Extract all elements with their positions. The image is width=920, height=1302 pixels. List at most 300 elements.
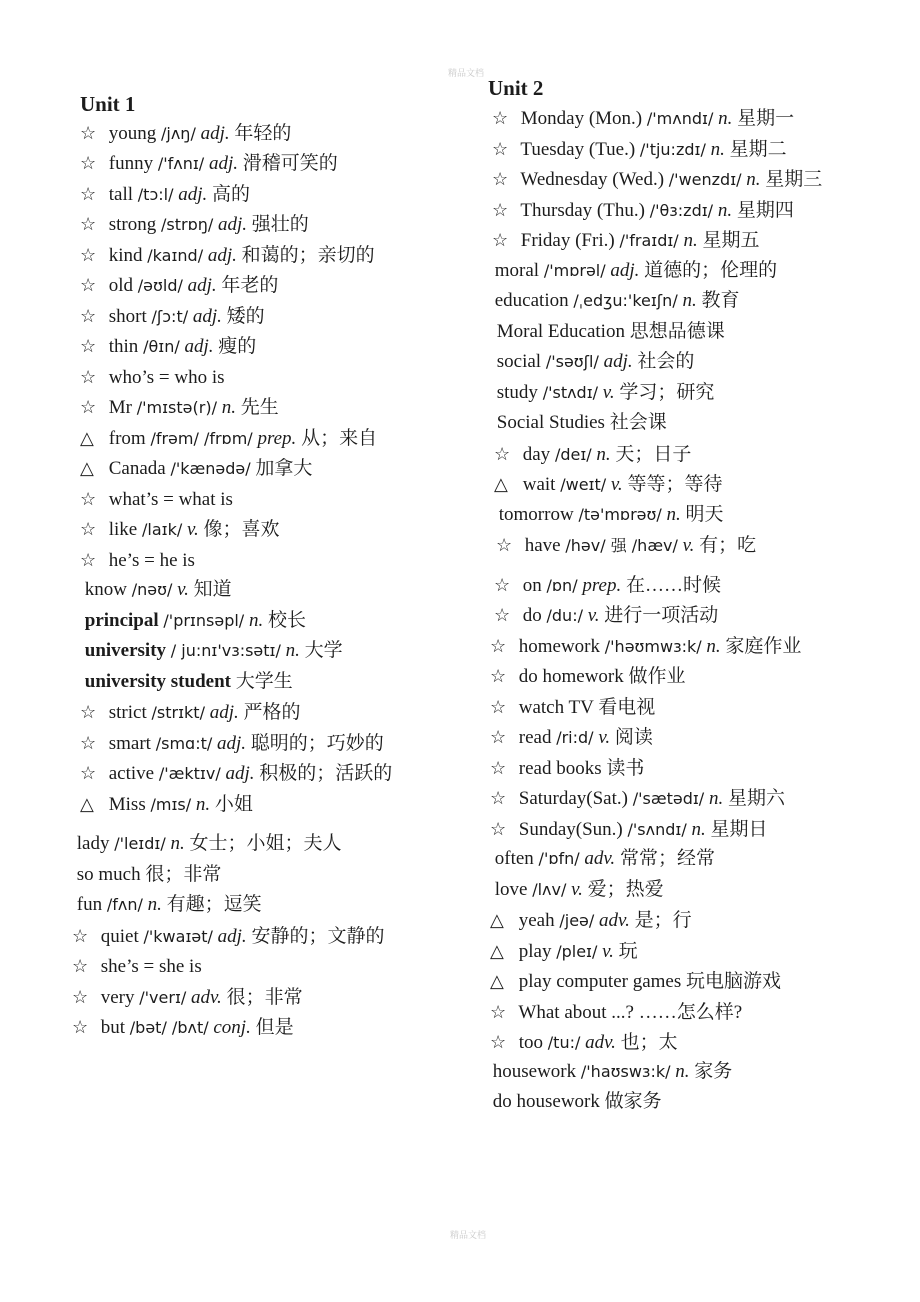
entry-phonetic: /laɪk/ xyxy=(142,520,183,539)
triangle-mark-icon: △ xyxy=(490,910,504,930)
vocab-entry xyxy=(80,578,232,602)
triangle-mark-icon: △ xyxy=(80,794,94,814)
star-mark-icon: ☆ xyxy=(492,230,509,250)
entry-part-of-speech: conj. xyxy=(213,1017,251,1038)
entry-phonetic: /'mɒrəl/ xyxy=(543,261,606,280)
entry-part-of-speech: adj. xyxy=(209,702,239,723)
entry-definition: 教育 xyxy=(701,290,740,311)
entry-phonetic: /'stʌdɪ/ xyxy=(542,383,599,402)
star-mark-icon: ☆ xyxy=(492,108,509,128)
entry-part-of-speech: n. xyxy=(666,504,681,525)
triangle-mark-icon: △ xyxy=(494,474,508,494)
entry-headword: Moral Education xyxy=(496,321,625,342)
vocab-entry xyxy=(80,426,377,451)
entry-part-of-speech: adv. xyxy=(584,848,616,869)
vocab-entry xyxy=(80,731,384,756)
entry-headword: too xyxy=(518,1032,544,1053)
vocab-entry xyxy=(490,878,664,902)
entry-phonetic: /ɒn/ xyxy=(546,576,578,595)
entry-definition: 女士；小姐；夫人 xyxy=(189,833,342,854)
entry-headword: on xyxy=(522,575,542,596)
star-mark-icon: ☆ xyxy=(490,758,507,778)
entry-definition: 强壮的 xyxy=(251,214,309,235)
entry-headword: moral xyxy=(494,260,540,281)
entry-phonetic: /'fraɪdɪ/ xyxy=(619,231,679,250)
star-mark-icon: ☆ xyxy=(490,636,507,656)
entry-definition: 读书 xyxy=(606,758,645,779)
star-mark-icon: ☆ xyxy=(72,926,89,946)
vocab-entry xyxy=(490,664,686,689)
entry-headword: university student xyxy=(84,671,231,692)
entry-headword: wait xyxy=(522,474,556,495)
entry-part-of-speech: n. xyxy=(691,819,706,840)
vocab-entry xyxy=(80,517,280,542)
entry-definition: 矮的 xyxy=(226,306,265,327)
entry-headword: do homework xyxy=(518,666,624,687)
vocab-entry xyxy=(492,350,694,374)
entry-part-of-speech: n. xyxy=(710,139,725,160)
entry-phonetic: /'mʌndɪ/ xyxy=(646,109,714,128)
vocab-entry xyxy=(490,908,692,933)
entry-part-of-speech: n. xyxy=(147,894,162,915)
entry-headword: day xyxy=(522,444,551,465)
entry-headword: funny xyxy=(108,153,154,174)
vocab-entry xyxy=(488,1090,662,1114)
entry-phonetic: /'kænədə/ xyxy=(170,459,251,478)
entry-definition: 社会课 xyxy=(609,412,667,433)
vocab-entry xyxy=(490,969,781,994)
entry-headword: Saturday(Sat.) xyxy=(518,788,628,809)
entry-definition: 瘦的 xyxy=(218,336,257,357)
entry-part-of-speech: adj. xyxy=(178,184,208,205)
vocab-entry xyxy=(72,924,384,949)
entry-part-of-speech: adv. xyxy=(585,1032,616,1053)
entry-headword: Thursday (Thu.) xyxy=(520,200,645,221)
entry-definition: 很；非常 xyxy=(226,987,303,1008)
entry-definition: 和蔼的；亲切的 xyxy=(241,245,375,266)
entry-part-of-speech: v. xyxy=(571,879,583,900)
star-mark-icon: ☆ xyxy=(490,788,507,808)
entry-definition: 做家务 xyxy=(604,1091,662,1112)
entry-phonetic: /tə'mɒrəʊ/ xyxy=(578,505,662,524)
entry-part-of-speech: n. xyxy=(718,108,733,129)
entry-headword: what’s = what is xyxy=(108,489,233,510)
star-mark-icon: ☆ xyxy=(80,336,97,356)
entry-part-of-speech: n. xyxy=(221,397,236,418)
entry-phonetic: /deɪ/ xyxy=(554,445,592,464)
vocab-entry xyxy=(72,1015,294,1040)
entry-phonetic: /'sætədɪ/ xyxy=(632,789,705,808)
vocab-entry xyxy=(490,1000,742,1025)
vocab-entry xyxy=(490,756,644,781)
vocab-entry xyxy=(488,1060,732,1084)
entry-definition: 大学 xyxy=(304,640,343,661)
entry-definition: 社会的 xyxy=(637,351,695,372)
star-mark-icon: ☆ xyxy=(490,1032,507,1052)
entry-definition: 但是 xyxy=(255,1017,294,1038)
triangle-mark-icon: △ xyxy=(490,941,504,961)
star-mark-icon: ☆ xyxy=(80,123,97,143)
entry-headword: have xyxy=(524,535,561,556)
vocab-entry xyxy=(72,954,202,979)
entry-part-of-speech: v. xyxy=(587,605,600,626)
vocab-entry xyxy=(490,634,801,659)
entry-headword: read books xyxy=(518,758,602,779)
entry-phonetic: /nəʊ/ xyxy=(131,580,173,599)
entry-phonetic: /bət/ /bʌt/ xyxy=(129,1018,209,1037)
vocab-entry xyxy=(80,334,256,359)
entry-definition: 严格的 xyxy=(243,702,301,723)
entry-part-of-speech: adj. xyxy=(200,123,230,144)
entry-part-of-speech: adj. xyxy=(603,351,633,372)
vocab-entry xyxy=(490,786,785,811)
star-mark-icon: ☆ xyxy=(80,153,97,173)
entry-definition: 星期二 xyxy=(729,139,787,160)
entry-phonetic: /θɪn/ xyxy=(143,337,180,356)
vocab-entry xyxy=(494,442,691,467)
entry-definition: 思想品德课 xyxy=(629,321,725,342)
entry-phonetic: /frəm/ /frɒm/ xyxy=(150,429,253,448)
entry-part-of-speech: adj. xyxy=(610,260,640,281)
entry-phonetic: /'həʊmwɜ:k/ xyxy=(604,637,702,656)
entry-definition: 年老的 xyxy=(221,275,279,296)
entry-definition: 有趣；逗笑 xyxy=(166,894,262,915)
entry-phonetic: /jeə/ xyxy=(559,911,595,930)
vocab-entry xyxy=(80,273,278,298)
star-mark-icon: ☆ xyxy=(80,306,97,326)
vocab-entry xyxy=(80,304,265,329)
entry-part-of-speech: v. xyxy=(187,519,199,540)
footer-watermark: 精品文档 xyxy=(450,1231,487,1241)
vocab-entry xyxy=(494,573,721,598)
entry-definition: 星期三 xyxy=(765,169,823,190)
star-mark-icon: ☆ xyxy=(80,184,97,204)
entry-phonetic: /'prɪnsəpl/ xyxy=(163,611,245,630)
unit1-title: Unit 1 xyxy=(80,92,136,116)
entry-definition: 安静的；文静的 xyxy=(251,926,385,947)
vocab-entry xyxy=(80,700,301,725)
entry-phonetic: /'fʌnɪ/ xyxy=(157,154,205,173)
vocab-entry xyxy=(72,863,221,887)
entry-definition: 有；吃 xyxy=(699,535,757,556)
entry-definition: 星期五 xyxy=(702,230,760,251)
entry-headword: Monday (Mon.) xyxy=(520,108,643,129)
star-mark-icon: ☆ xyxy=(492,169,509,189)
entry-headword: strong xyxy=(108,214,157,235)
star-mark-icon: ☆ xyxy=(494,444,511,464)
entry-part-of-speech: n. xyxy=(285,640,300,661)
entry-headword: so much xyxy=(76,864,141,885)
entry-definition: 知道 xyxy=(193,579,232,600)
entry-part-of-speech: v. xyxy=(682,535,695,556)
entry-headword: Sunday(Sun.) xyxy=(518,819,623,840)
star-mark-icon: ☆ xyxy=(490,1002,507,1022)
entry-headword: kind xyxy=(108,245,143,266)
entry-part-of-speech: n. xyxy=(706,636,721,657)
entry-part-of-speech: adj. xyxy=(187,275,217,296)
entry-phonetic: /'æktɪv/ xyxy=(158,764,221,783)
entry-part-of-speech: n. xyxy=(675,1061,690,1082)
star-mark-icon: ☆ xyxy=(80,275,97,295)
vocab-entry xyxy=(492,228,759,253)
star-mark-icon: ☆ xyxy=(80,733,97,753)
entry-definition: 星期一 xyxy=(737,108,795,129)
vocab-entry xyxy=(492,198,794,223)
vocab-entry xyxy=(80,151,338,176)
vocab-entry xyxy=(80,365,225,390)
entry-definition: 爱；热爱 xyxy=(587,879,664,900)
star-mark-icon: ☆ xyxy=(80,245,97,265)
entry-phonetic: /həv/ 强 /hæv/ xyxy=(565,536,678,555)
entry-part-of-speech: n. xyxy=(717,200,733,221)
entry-definition: 小姐 xyxy=(214,794,253,815)
entry-part-of-speech: n. xyxy=(708,788,724,809)
entry-part-of-speech: adv. xyxy=(191,987,222,1008)
vocab-entry xyxy=(494,503,724,527)
vocab-entry xyxy=(490,259,777,283)
entry-definition: 家庭作业 xyxy=(725,636,802,657)
entry-definition: 玩 xyxy=(618,941,638,962)
entry-headword: young xyxy=(108,123,157,144)
entry-headword: tall xyxy=(108,184,134,205)
entry-headword: Canada xyxy=(108,458,166,479)
star-mark-icon: ☆ xyxy=(72,1017,89,1037)
entry-part-of-speech: adj. xyxy=(184,336,214,357)
entry-definition: 星期日 xyxy=(710,819,768,840)
entry-headword: quiet xyxy=(100,926,139,947)
entry-headword: study xyxy=(496,382,538,403)
vocab-entry xyxy=(490,725,653,750)
entry-phonetic: /mɪs/ xyxy=(150,795,192,814)
entry-definition: 聪明的；巧妙的 xyxy=(250,733,384,754)
entry-phonetic: /kaɪnd/ xyxy=(147,246,204,265)
vocab-entry xyxy=(490,939,638,964)
entry-definition: 滑稽可笑的 xyxy=(242,153,338,174)
star-mark-icon: ☆ xyxy=(490,697,507,717)
entry-phonetic: /'tju:zdɪ/ xyxy=(639,140,706,159)
entry-definition: 积极的；活跃的 xyxy=(259,763,393,784)
entry-headword: read xyxy=(518,727,552,748)
entry-definition: 进行一项活动 xyxy=(604,605,719,626)
vocab-entry xyxy=(492,381,714,405)
star-mark-icon: ☆ xyxy=(80,702,97,722)
entry-phonetic: /'θɜ:zdɪ/ xyxy=(649,201,714,220)
entry-headword: education xyxy=(494,290,569,311)
entry-part-of-speech: adj. xyxy=(218,214,248,235)
entry-part-of-speech: adj. xyxy=(217,733,247,754)
entry-headword: strict xyxy=(108,702,147,723)
star-mark-icon: ☆ xyxy=(72,956,89,976)
entry-definition: 年轻的 xyxy=(234,123,292,144)
entry-headword: Mr xyxy=(108,397,132,418)
star-mark-icon: ☆ xyxy=(80,489,97,509)
star-mark-icon: ☆ xyxy=(490,819,507,839)
entry-phonetic: /jʌŋ/ xyxy=(161,124,196,143)
entry-phonetic: /'wenzdɪ/ xyxy=(668,170,742,189)
entry-phonetic: /'sʌndɪ/ xyxy=(627,820,687,839)
entry-phonetic: /əʊld/ xyxy=(137,276,183,295)
entry-headword: Tuesday (Tue.) xyxy=(520,139,636,160)
entry-part-of-speech: n. xyxy=(683,230,698,251)
entry-phonetic: /ʃɔ:t/ xyxy=(151,307,189,326)
entry-headword: but xyxy=(100,1017,126,1038)
entry-definition: 从；来自 xyxy=(301,428,378,449)
vocab-entry xyxy=(490,695,655,720)
entry-headword: fun xyxy=(76,894,103,915)
entry-phonetic: /'ɒfn/ xyxy=(538,849,580,868)
entry-headword: housework xyxy=(492,1061,577,1082)
star-mark-icon: ☆ xyxy=(490,666,507,686)
entry-headword: university xyxy=(84,640,167,661)
entry-definition: 校长 xyxy=(267,610,306,631)
star-mark-icon: ☆ xyxy=(494,575,511,595)
star-mark-icon: ☆ xyxy=(494,605,511,625)
entry-part-of-speech: adj. xyxy=(208,153,238,174)
entry-headword: tomorrow xyxy=(498,504,574,525)
entry-phonetic: /'leɪdɪ/ xyxy=(114,834,166,853)
entry-headword: like xyxy=(108,519,138,540)
entry-headword: watch TV xyxy=(518,697,594,718)
entry-definition: 在……时候 xyxy=(625,575,721,596)
entry-definition: 做作业 xyxy=(628,666,686,687)
entry-definition: 是；行 xyxy=(634,910,692,931)
vocab-entry xyxy=(80,761,392,786)
entry-phonetic: /ri:d/ xyxy=(556,728,594,747)
entry-definition: 星期六 xyxy=(727,788,785,809)
entry-definition: ……怎么样? xyxy=(638,1002,743,1023)
entry-headword: know xyxy=(84,579,127,600)
vocab-entry xyxy=(492,137,787,162)
entry-phonetic: /strɒŋ/ xyxy=(161,215,214,234)
star-mark-icon: ☆ xyxy=(496,535,513,555)
vocab-entry xyxy=(80,395,279,420)
entry-part-of-speech: n. xyxy=(170,833,185,854)
entry-headword: Social Studies xyxy=(496,412,605,433)
triangle-mark-icon: △ xyxy=(490,971,504,991)
unit2-title: Unit 2 xyxy=(488,76,544,100)
entry-headword: Wednesday (Wed.) xyxy=(520,169,665,190)
vocab-entry xyxy=(80,456,312,481)
entry-part-of-speech: v. xyxy=(602,941,614,962)
entry-part-of-speech: n. xyxy=(248,610,264,631)
entry-part-of-speech: n. xyxy=(682,290,697,311)
vocab-entry xyxy=(496,533,756,558)
entry-headword: homework xyxy=(518,636,601,657)
entry-headword: short xyxy=(108,306,147,327)
entry-part-of-speech: n. xyxy=(746,169,761,190)
header-watermark: 精品文档 xyxy=(448,69,485,79)
vocab-entry xyxy=(490,817,767,842)
entry-definition: 学习；研究 xyxy=(619,382,715,403)
entry-phonetic: /du:/ xyxy=(546,606,583,625)
entry-headword: play computer games xyxy=(518,971,682,992)
entry-part-of-speech: n. xyxy=(195,794,211,815)
vocab-entry xyxy=(72,985,303,1010)
entry-definition: 道德的；伦理的 xyxy=(644,260,778,281)
entry-headword: Miss xyxy=(108,794,146,815)
vocab-entry xyxy=(80,609,306,633)
vocab-entry xyxy=(80,639,343,663)
vocab-entry xyxy=(492,411,667,435)
vocab-entry xyxy=(80,670,293,694)
entry-headword: active xyxy=(108,763,155,784)
entry-definition: 高的 xyxy=(212,184,251,205)
star-mark-icon: ☆ xyxy=(80,519,97,539)
star-mark-icon: ☆ xyxy=(80,550,97,570)
vocab-entry xyxy=(492,167,822,192)
entry-headword: from xyxy=(108,428,146,449)
vocab-entry xyxy=(72,893,262,917)
entry-headword: he’s = he is xyxy=(108,550,195,571)
vocab-entry xyxy=(80,487,233,512)
star-mark-icon: ☆ xyxy=(72,987,89,1007)
entry-headword: very xyxy=(100,987,135,1008)
entry-phonetic: /'kwaɪət/ xyxy=(143,927,213,946)
entry-definition: 加拿大 xyxy=(255,458,313,479)
entry-phonetic: /tɔ:l/ xyxy=(137,185,174,204)
entry-phonetic: / ju:nɪ'vɜ:sətɪ/ xyxy=(170,641,281,660)
entry-phonetic: /ˌedʒu:'keɪʃn/ xyxy=(573,291,678,310)
triangle-mark-icon: △ xyxy=(80,458,94,478)
entry-phonetic: /fʌn/ xyxy=(106,895,143,914)
entry-phonetic: /'haʊswɜ:k/ xyxy=(580,1062,671,1081)
star-mark-icon: ☆ xyxy=(492,200,509,220)
entry-definition: 天；日子 xyxy=(615,444,692,465)
vocab-entry xyxy=(80,182,250,207)
entry-headword: play xyxy=(518,941,552,962)
star-mark-icon: ☆ xyxy=(80,763,97,783)
entry-part-of-speech: n. xyxy=(596,444,611,465)
vocab-entry xyxy=(80,212,309,237)
vocab-entry xyxy=(492,320,725,344)
entry-phonetic: /'səʊʃl/ xyxy=(545,352,599,371)
vocab-entry xyxy=(492,106,794,131)
vocab-entry xyxy=(80,243,375,268)
star-mark-icon: ☆ xyxy=(80,214,97,234)
entry-part-of-speech: adj. xyxy=(192,306,222,327)
star-mark-icon: ☆ xyxy=(490,727,507,747)
star-mark-icon: ☆ xyxy=(80,397,97,417)
entry-headword: she’s = she is xyxy=(100,956,202,977)
entry-part-of-speech: v. xyxy=(610,474,623,495)
entry-definition: 像；喜欢 xyxy=(203,519,280,540)
entry-phonetic: /pleɪ/ xyxy=(556,942,598,961)
vocab-entry xyxy=(494,472,722,497)
vocab-entry xyxy=(80,792,253,817)
entry-part-of-speech: adj. xyxy=(225,763,255,784)
entry-phonetic: /tu:/ xyxy=(547,1033,581,1052)
entry-headword: who’s = who is xyxy=(108,367,225,388)
entry-definition: 玩电脑游戏 xyxy=(686,971,782,992)
entry-headword: often xyxy=(494,848,534,869)
entry-definition: 看电视 xyxy=(598,697,656,718)
entry-part-of-speech: v. xyxy=(598,727,611,748)
entry-headword: smart xyxy=(108,733,151,754)
entry-headword: do xyxy=(522,605,542,626)
entry-part-of-speech: adv. xyxy=(599,910,630,931)
entry-definition: 星期四 xyxy=(736,200,794,221)
vocab-entry xyxy=(490,1030,678,1055)
entry-definition: 阅读 xyxy=(614,727,653,748)
entry-part-of-speech: v. xyxy=(602,382,615,403)
entry-definition: 很；非常 xyxy=(145,864,222,885)
entry-headword: thin xyxy=(108,336,139,357)
vocab-entry xyxy=(72,832,342,856)
entry-headword: do housework xyxy=(492,1091,600,1112)
entry-headword: social xyxy=(496,351,542,372)
entry-headword: lady xyxy=(76,833,110,854)
entry-phonetic: /smɑ:t/ xyxy=(155,734,213,753)
